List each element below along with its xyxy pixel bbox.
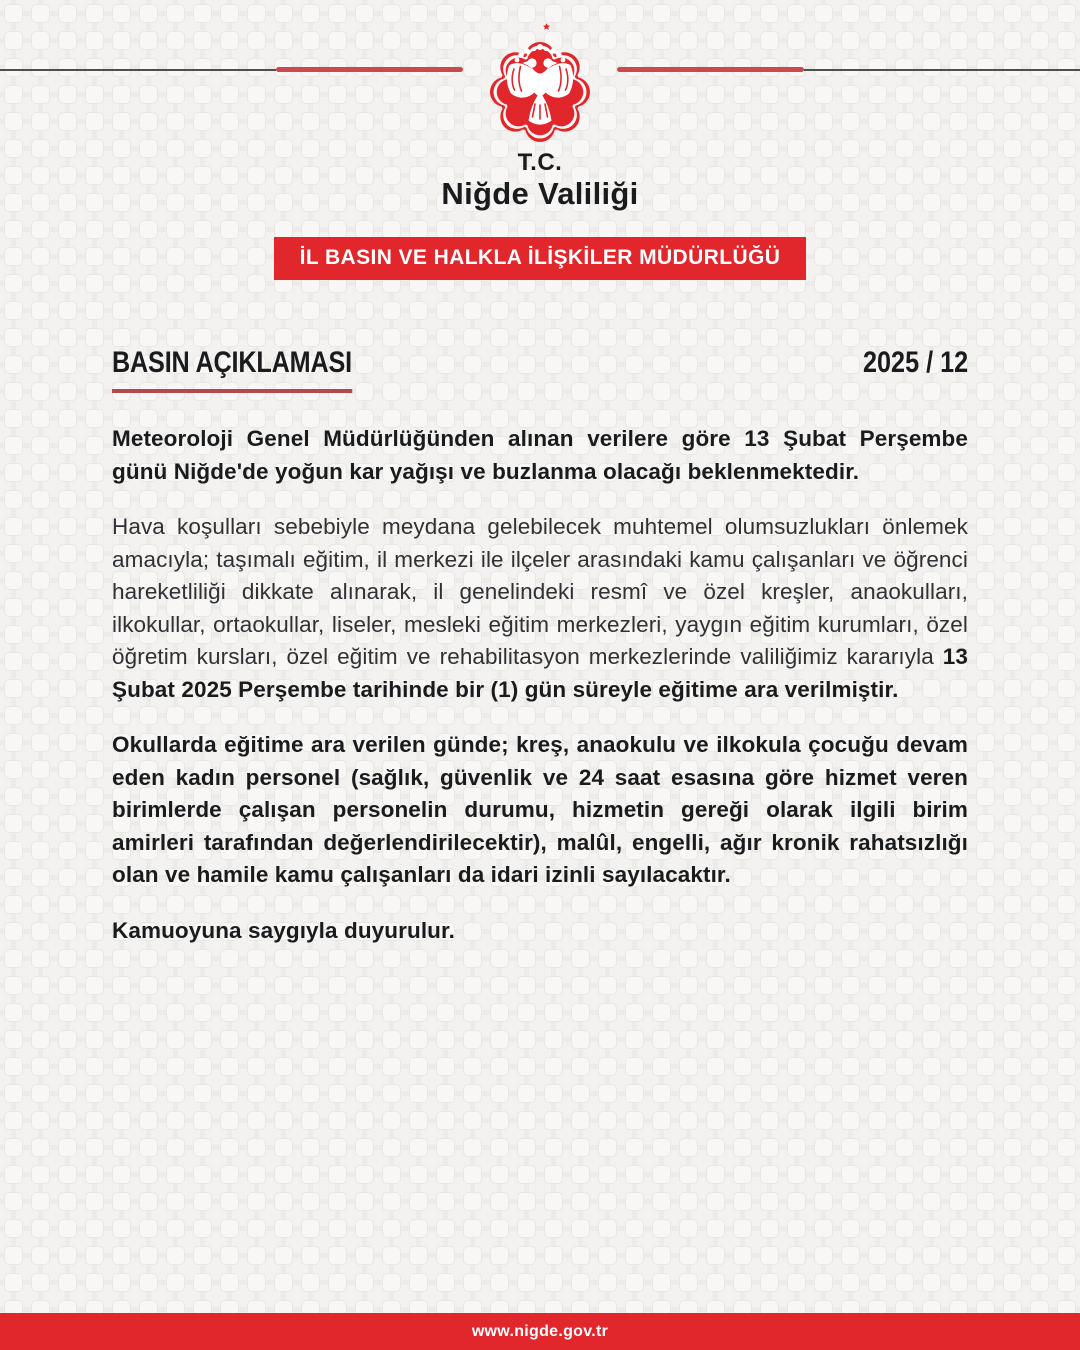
- document-reference-number: 2025 / 12: [862, 346, 968, 379]
- org-prefix: T.C.: [517, 149, 563, 176]
- paragraph-text: Hava koşulları sebebiyle meydana gelebilecek muhtemel olumsuzlukları önlemek amacıyla; taşımalı eğitim, il merkezi ile ilçeler arasındaki kamu çalışanları ve öğrenci hareketliliği dikkate alınarak, il genelindeki resmî ve özel kreşler, anaokulları, ilkokullar, ortaokullar, liseler, mesleki eğitim merkezleri, yaygın eğitim kurumları, özel öğretim kursları, özel eğitim ve rehabilitasyon merkezlerinde valiliğimiz kararıyla: [112, 514, 968, 669]
- document-header: [112, 346, 968, 393]
- org-name: Niğde Valiliği: [441, 176, 639, 211]
- paragraph-text-bold: Kamuoyuna saygıyla duyurulur.: [112, 917, 455, 943]
- document-body: [112, 423, 968, 947]
- press-release-document: [112, 346, 968, 970]
- paragraph: [112, 423, 968, 488]
- paragraph: [112, 729, 968, 892]
- document-title: BASIN AÇIKLAMASI: [112, 346, 352, 393]
- department-banner-row: [0, 237, 1080, 280]
- footer-bar: [0, 1313, 1080, 1350]
- paragraph-text-bold: 13 Şubat 2025 Perşembe tarihinde bir (1) gün süreyle eğitime ara verilmiştir.: [112, 644, 968, 702]
- crescent-star-icon: [535, 18, 550, 34]
- department-banner: İL BASIN VE HALKLA İLİŞKİLER MÜDÜRLÜĞÜ: [274, 237, 807, 280]
- paragraph-text-bold: Okullarda eğitime ara verilen günde; kreş, anaokulu ve ilkokula çocuğu devam eden kadın personel (sağlık, güvenlik ve 24 saat esasına göre hizmet veren birimlerde çalışan personelin durumu, hizmetin gereği olarak ilgili birim amirleri tarafından değerlendirilecektir), malûl, engelli, ağır kronik rahatsızlığı olan ve hamile kamu çalışanları da idari izinli sayılacaktır.: [112, 732, 968, 887]
- paragraph-text-bold: Meteoroloji Genel Müdürlüğünden alınan verilere göre 13 Şubat Perşembe günü Niğde'de yoğun kar yağışı ve buzlanma olacağı beklenmektedir.: [112, 426, 968, 484]
- paragraph: [112, 511, 968, 706]
- header-rule-red-right: [617, 67, 804, 72]
- header-rule-thin-left: [0, 69, 276, 71]
- paragraph: [112, 915, 968, 948]
- header-rule-red-left: [276, 67, 463, 72]
- double-headed-eagle-seal-icon: [474, 14, 606, 150]
- footer-website-url: www.nigde.gov.tr: [471, 1322, 609, 1340]
- header-rule-thin-right: [804, 69, 1080, 71]
